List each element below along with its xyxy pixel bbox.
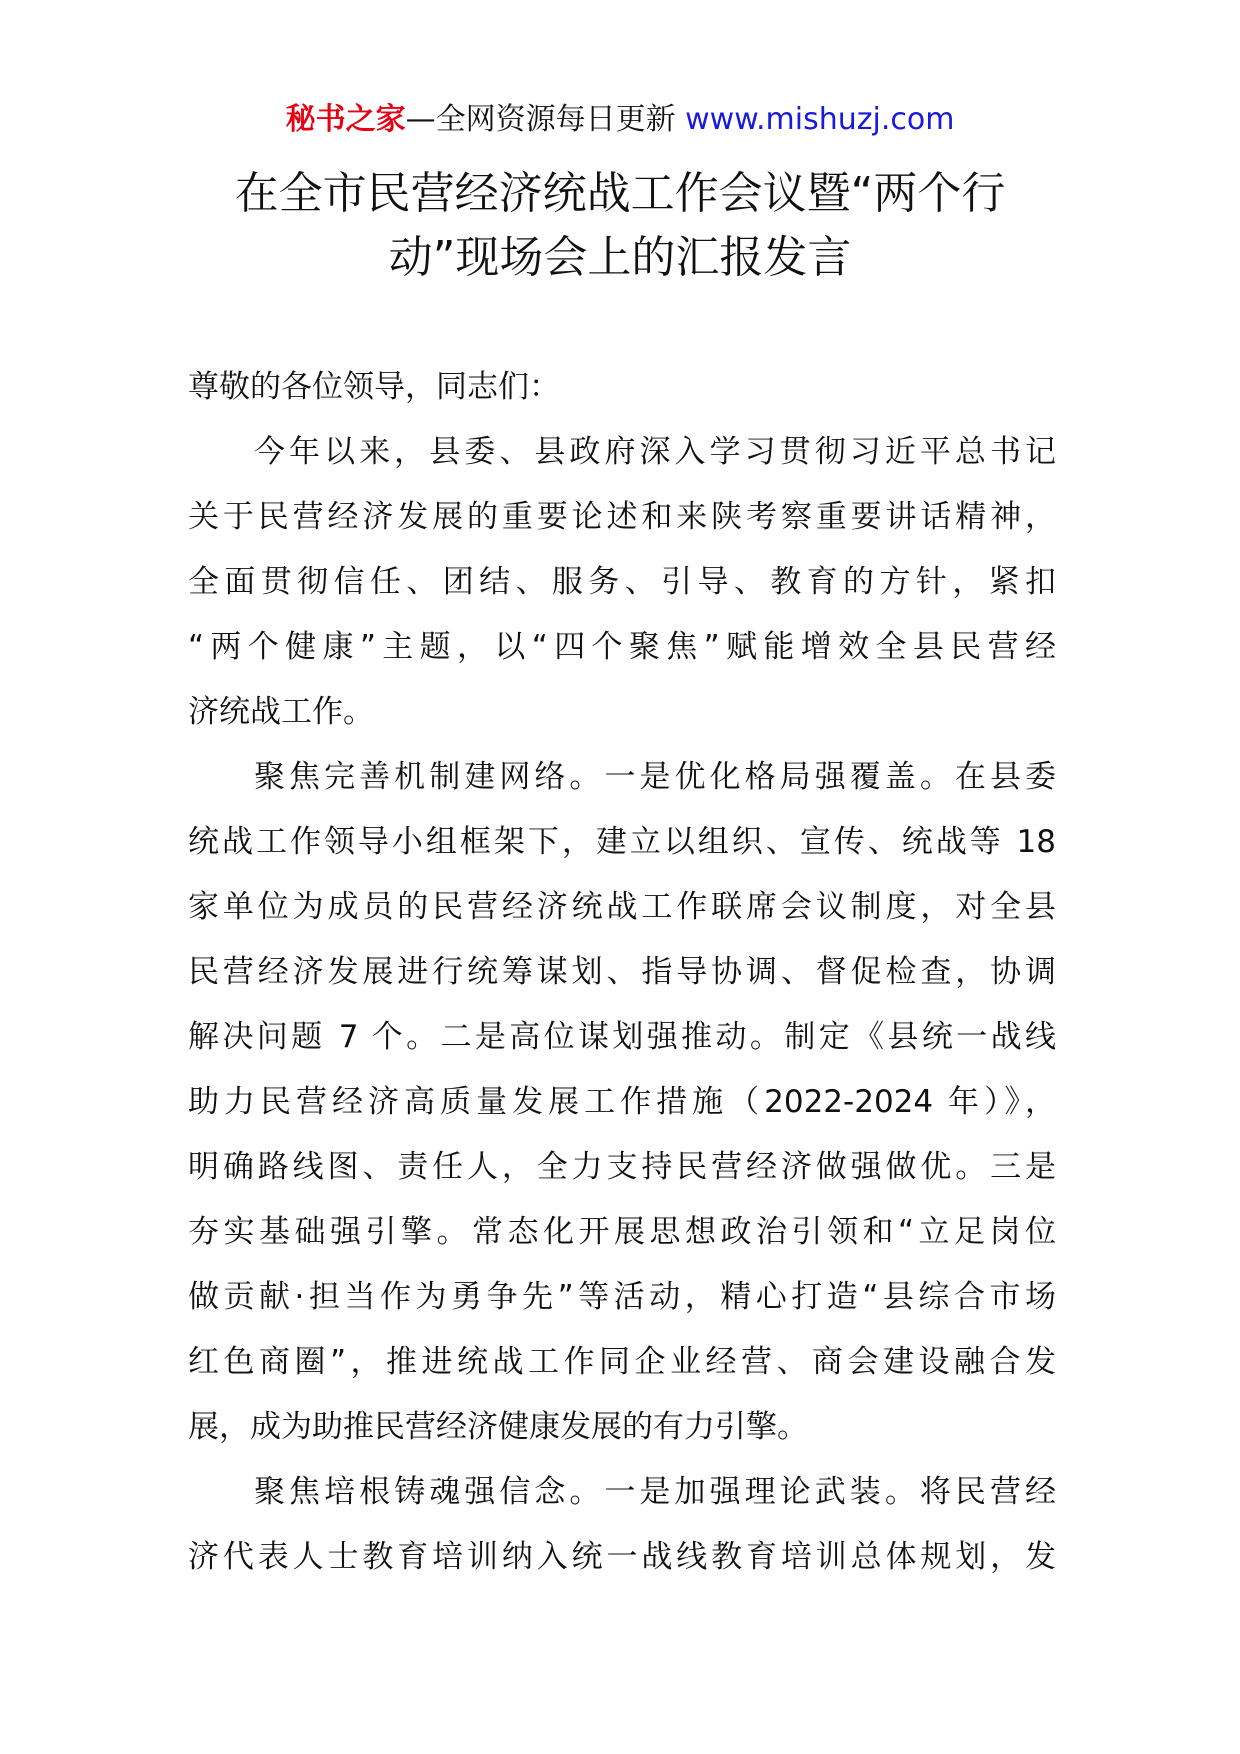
paragraph-line: 明确路线图、责任人，全力支持民营经济做强做优。三是 xyxy=(188,1149,1056,1185)
paragraph-line: 济统战工作。 xyxy=(188,694,374,730)
document-body xyxy=(188,355,1056,1590)
site-brand: 秘书之家 xyxy=(285,102,406,137)
paragraph-line: 红色商圈”，推进统战工作同企业经营、商会建设融合发 xyxy=(188,1344,1056,1380)
title-line-1: 在全市民营经济统战工作会议暨“两个行 xyxy=(234,168,1006,219)
site-tagline: —全网资源每日更新 xyxy=(405,102,676,137)
paragraph-line: 聚焦完善机制建网络。一是优化格局强覆盖。在县委 xyxy=(254,759,1056,795)
salutation: 尊敬的各位领导，同志们： xyxy=(188,369,560,405)
title-line-2: 动”现场会上的汇报发言 xyxy=(388,232,852,283)
paragraph-line: 解决问题 7 个。二是高位谋划强推动。制定《县统一战线 xyxy=(188,1019,1056,1055)
paragraph-line: “两个健康”主题，以“四个聚焦”赋能增效全县民营经 xyxy=(188,629,1056,665)
paragraph-line: 今年以来，县委、县政府深入学习贯彻习近平总书记 xyxy=(254,434,1056,470)
paragraph-line: 家单位为成员的民营经济统战工作联席会议制度，对全县 xyxy=(188,889,1056,925)
site-header xyxy=(0,100,1240,140)
site-url-link[interactable]: www.mishuzj.com xyxy=(685,102,955,137)
paragraph-line: 夯实基础强引擎。常态化开展思想政治引领和“立足岗位 xyxy=(188,1214,1056,1250)
paragraph-line: 助力民营经济高质量发展工作措施（2022-2024 年）》， xyxy=(188,1084,1056,1120)
paragraph-line: 聚焦培根铸魂强信念。一是加强理论武装。将民营经 xyxy=(254,1474,1056,1510)
document-title xyxy=(150,162,1090,290)
paragraph-line: 做贡献·担当作为勇争先”等活动，精心打造“县综合市场 xyxy=(188,1279,1056,1315)
paragraph-line: 济代表人士教育培训纳入统一战线教育培训总体规划，发 xyxy=(188,1539,1056,1575)
paragraph-line: 民营经济发展进行统筹谋划、指导协调、督促检查，协调 xyxy=(188,954,1056,990)
paragraph-line: 关于民营经济发展的重要论述和来陕考察重要讲话精神， xyxy=(188,499,1056,535)
paragraph-line: 统战工作领导小组框架下，建立以组织、宣传、统战等 18 xyxy=(188,824,1056,860)
paragraph-line: 全面贯彻信任、团结、服务、引导、教育的方针，紧扣 xyxy=(188,564,1056,600)
paragraph-line: 展，成为助推民营经济健康发展的有力引擎。 xyxy=(188,1409,808,1445)
